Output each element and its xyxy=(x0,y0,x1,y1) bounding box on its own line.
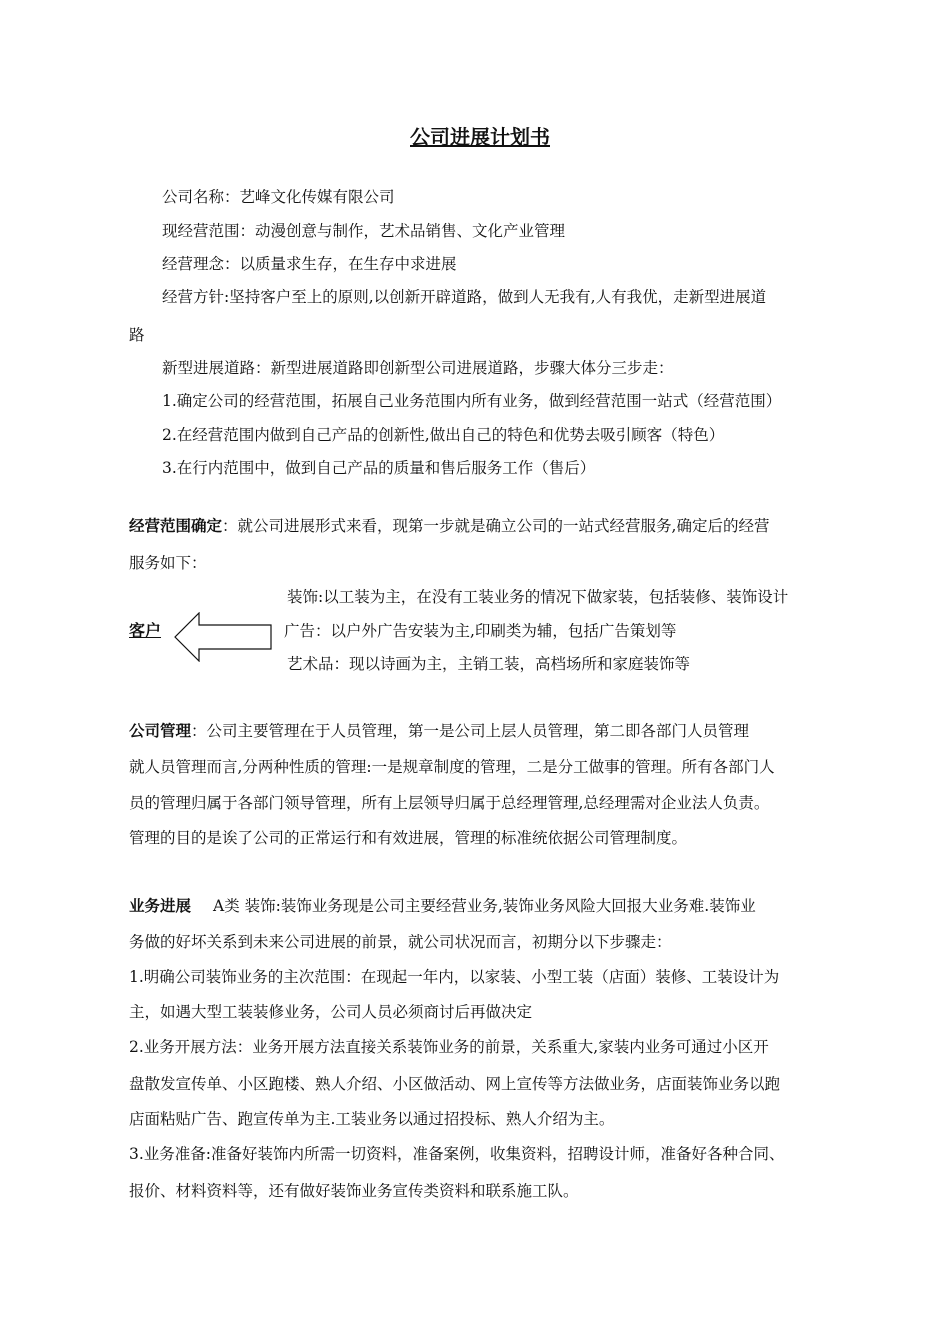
scope-section-text: ：就公司进展形式来看，现第一步就是确立公司的一站式经营服务,确定后的经营 xyxy=(222,517,770,535)
business-heading: 业务进展 xyxy=(129,897,192,915)
management-line2: 就人员管理而言,分两种性质的管理:一是规章制度的管理，二是分工做事的管理。所有各部门人 xyxy=(129,758,775,776)
scope-section-line2: 服务如下： xyxy=(129,554,207,572)
business-philosophy: 经营理念：以质量求生存，在生存中求进展 xyxy=(162,255,457,273)
business-line1 xyxy=(129,896,756,916)
business-line7: 店面粘贴广告、跑宣传单为主.工装业务以通过招投标、熟人介绍为主。 xyxy=(129,1110,615,1128)
business-scope: 现经营范围：动漫创意与制作，艺术品销售、文化产业管理 xyxy=(162,222,566,240)
business-line9: 报价、材料资料等，还有做好装饰业务宣传类资料和联系施工队。 xyxy=(129,1182,579,1200)
business-line5: 2.业务开展方法：业务开展方法直接关系装饰业务的前景，关系重大,家装内业务可通过小区开 xyxy=(129,1038,769,1056)
management-line3: 员的管理归属于各部门领导管理，所有上层领导归属于总经理管理,总经理需对企业法人负责。 xyxy=(129,794,770,812)
arrow-left-icon xyxy=(174,612,272,662)
management-line1 xyxy=(129,721,749,741)
step-2: 2.在经营范围内做到自己产品的创新性,做出自己的特色和优势去吸引顾客（特色） xyxy=(162,426,725,444)
client-label: 客户 xyxy=(129,621,162,640)
business-line3: 1.明确公司装饰业务的主次范围：在现起一年内，以家装、小型工装（店面）装修、工装设计为 xyxy=(129,968,780,986)
page-title: 公司进展计划书 xyxy=(410,125,550,149)
service-advertising: 广告：以户外广告安装为主,印刷类为辅，包括广告策划等 xyxy=(284,622,677,640)
management-line4: 管理的目的是诶了公司的正常运行和有效进展，管理的标准统依据公司管理制度。 xyxy=(129,829,688,847)
step-1: 1.确定公司的经营范围，拓展自己业务范围内所有业务，做到经营范围一站式（经营范围） xyxy=(162,392,782,410)
management-text: ：公司主要管理在于人员管理，第一是公司上层人员管理，第二即各部门人员管理 xyxy=(191,722,750,740)
business-text: A类 装饰:装饰业务现是公司主要经营业务,装饰业务风险大回报大业务难.装饰业 xyxy=(213,897,756,915)
service-decoration: 装饰:以工装为主，在没有工装业务的情况下做家装，包括装修、装饰设计 xyxy=(287,588,789,606)
business-policy-line2: 路 xyxy=(129,326,145,344)
business-line6: 盘散发宣传单、小区跑楼、熟人介绍、小区做活动、网上宣传等方法做业务，店面装饰业务以跑 xyxy=(129,1075,781,1093)
step-3: 3.在行内范围中，做到自己产品的质量和售后服务工作（售后） xyxy=(162,459,596,477)
scope-section-line1 xyxy=(129,516,769,536)
scope-section-heading: 经营范围确定 xyxy=(129,517,223,535)
new-path: 新型进展道路：新型进展道路即创新型公司进展道路，步骤大体分三步走： xyxy=(162,359,674,377)
management-heading: 公司管理 xyxy=(129,722,192,740)
business-line8: 3.业务准备:准备好装饰内所需一切资料，准备案例，收集资料，招聘设计师，准备好各种合同、 xyxy=(129,1145,785,1163)
service-artwork: 艺术品：现以诗画为主，主销工装，高档场所和家庭装饰等 xyxy=(287,655,691,673)
business-policy-line1: 经营方针:坚持客户至上的原则,以创新开辟道路，做到人无我有,人有我优，走新型进展道 xyxy=(162,288,767,306)
business-line2: 务做的好坏关系到未来公司进展的前景，就公司状况而言，初期分以下步骤走： xyxy=(129,933,672,951)
business-line4: 主，如遇大型工装装修业务，公司人员必须商讨后再做决定 xyxy=(129,1003,533,1021)
company-name: 公司名称：艺峰文化传媒有限公司 xyxy=(162,188,395,206)
